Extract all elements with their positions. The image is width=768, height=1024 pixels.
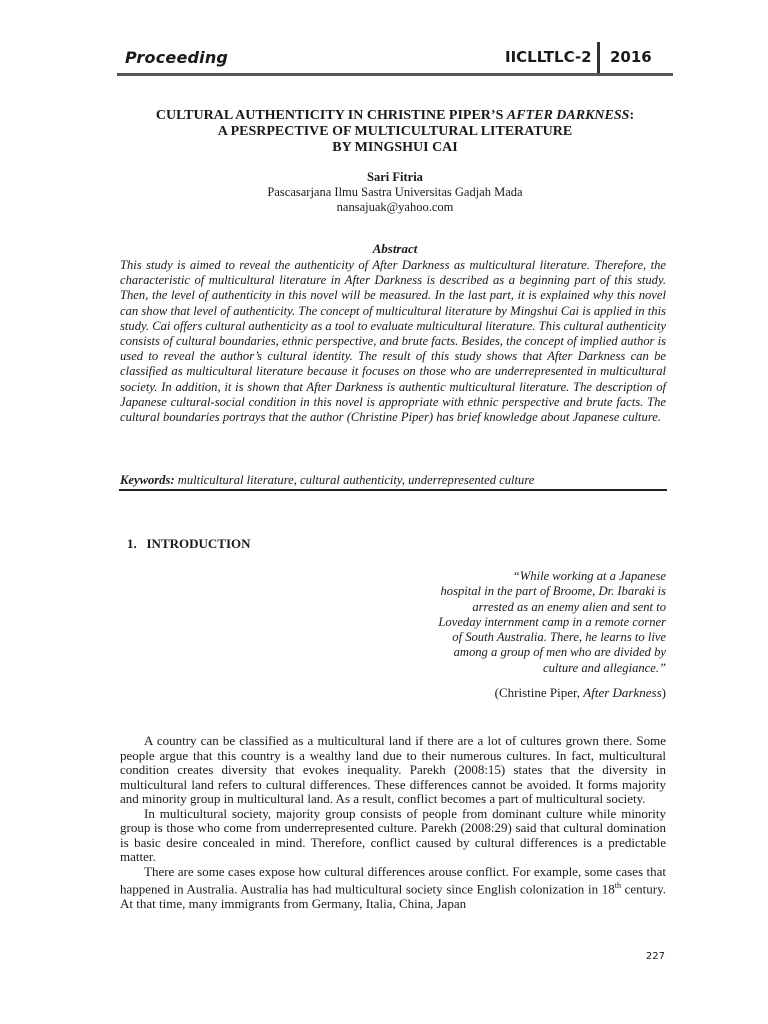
title-colon: : <box>629 108 635 123</box>
title-line-3: BY MINGSHUI CAI <box>332 140 458 155</box>
title-novel-name: AFTER DARKNESS <box>506 108 630 123</box>
paper-title <box>117 108 673 156</box>
epigraph-attribution <box>380 685 666 701</box>
body-paragraph-3 <box>120 865 666 912</box>
header-rule <box>117 73 673 76</box>
header-conference: IICLLTLC-2 <box>505 48 592 66</box>
body-paragraph-1: A country can be classified as a multicultural land if there are a lot of cultures grown there. Some people argue that this country is a wealthy land due to their numerous cultures. In fact, multicultural condition creates diversity that evokes inequality. Parekh (2008:15) states that the diversity in multicultural land refers to cultural differences. These differences cannot be avoided. It forms majority and minority group in multicultural land. As a result, conflict becomes a part of multicultural society. <box>120 733 666 806</box>
epigraph-line: arrested as an enemy alien and sent to <box>472 599 666 614</box>
running-header <box>117 42 673 74</box>
keywords-text: multicultural literature, cultural authenticity, underrepresented culture <box>174 473 535 487</box>
attribution-close: ) <box>661 685 666 700</box>
keywords <box>120 473 668 488</box>
page-number: 227 <box>645 951 665 962</box>
title-line-1 <box>117 108 673 124</box>
title-line-1-text: CULTURAL AUTHENTICITY IN CHRISTINE PIPER’S <box>155 108 507 123</box>
attribution-title: After Darkness <box>583 685 662 700</box>
author-affiliation: Pascasarjana Ilmu Sastra Universitas Gadjah Mada <box>267 185 523 199</box>
body-paragraph-3-cont: century. At that time, many immigrants from Germany, Italia, China, Japan <box>120 881 667 911</box>
abstract-text: This study is aimed to reveal the authenticity of After Darkness as multicultural literature. Therefore, the characteristic of multicultural literature in After Darkness is described as a beginning part of this study. Then, the level of authenticity in this novel will be measured. In the last part, it is explained why this novel can show that level of authenticity. The concept of multicultural literature by Mingshui Cai is applied in this study. Cai offers cultural authenticity as a tool to evaluate multicultural literature. This cultural authenticity consists of cultural boundaries, ethnic perspective, and brute facts. Besides, the concept of implied author is used to reveal the author’s cultural identity. The result of this study shows that After Darkness can be classified as multicultural literature because it focuses on those who are underrepresented in multicultural society. In addition, it is shown that After Darkness is authentic multicultural literature. The description of Japanese cultural-social condition in this novel is appropriate with ethnic perspective and brute facts. The cultural boundaries portrays that the author (Christine Piper) has brief knowledge about Japanese culture. <box>120 258 666 425</box>
attribution-author: (Christine Piper, <box>494 685 584 700</box>
author-block <box>117 170 673 215</box>
author-name: Sari Fitria <box>367 170 423 184</box>
epigraph-line: “While working at a Japanese <box>512 569 666 583</box>
header-divider <box>597 42 600 74</box>
title-line-2: A PESRPECTIVE OF MULTICULTURAL LITERATURE <box>217 124 573 139</box>
epigraph-line: culture and allegiance.” <box>543 660 666 675</box>
body-paragraph-2: In multicultural society, majority group consists of people from dominant culture while minority group is those who come from underrepresented culture. Parekh (2008:29) said that cultural domination is basic desire concealed in mind. Therefore, conflict caused by cultural differences is a predictable matter. <box>120 805 666 864</box>
epigraph-line: hospital in the part of Broome, Dr. Ibaraki is <box>440 584 666 599</box>
header-proceeding: Proceeding <box>125 48 229 67</box>
body-text <box>120 734 666 911</box>
author-email: nansajuak@yahoo.com <box>336 200 454 214</box>
superscript-th: th <box>614 881 621 890</box>
body-paragraph-3-text: There are some cases expose how cultural differences arouse conflict. For example, some cases that happened in Australia. Australia has had multicultural society since English colonization in 18 <box>120 863 666 897</box>
epigraph-line: among a group of men who are divided by <box>453 645 666 660</box>
section-heading-introduction: 1. INTRODUCTION <box>127 536 251 551</box>
keywords-rule <box>119 489 667 491</box>
epigraph-line: Loveday internment camp in a remote corner <box>438 614 666 629</box>
keywords-label: Keywords: <box>120 473 175 487</box>
epigraph-line: of South Australia. There, he learns to live <box>452 630 666 645</box>
header-year: 2016 <box>610 48 652 66</box>
abstract-heading: Abstract <box>372 241 418 256</box>
epigraph-quote <box>380 569 666 676</box>
